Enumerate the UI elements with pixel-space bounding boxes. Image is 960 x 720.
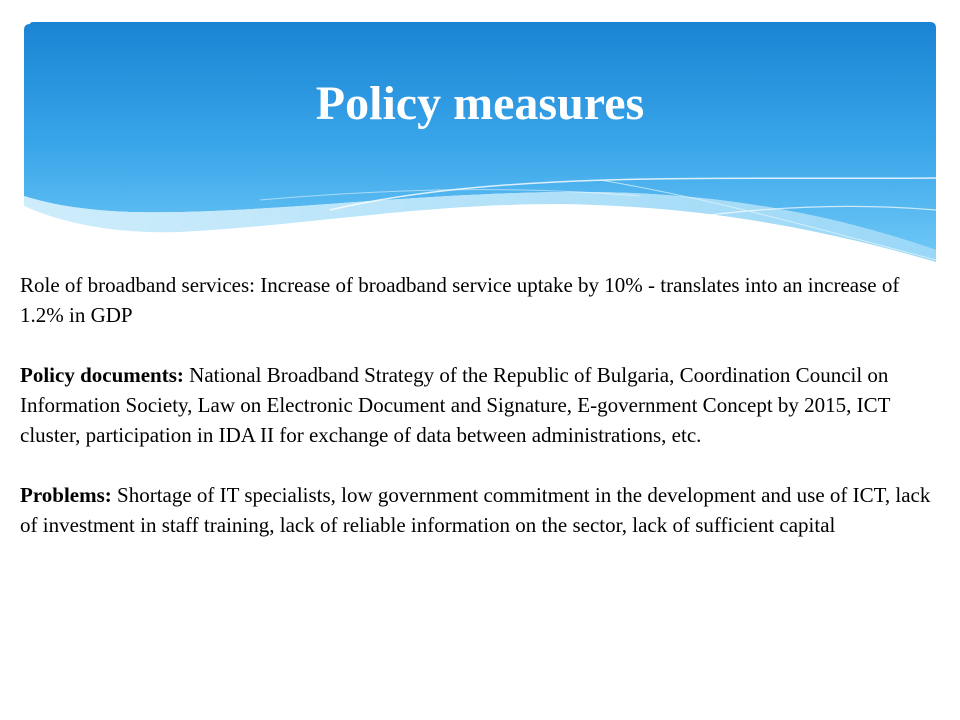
paragraph-broadband-role	[20, 270, 945, 330]
spacer	[20, 450, 945, 480]
header-wave-banner	[0, 0, 960, 300]
paragraph-label: Problems:	[20, 483, 112, 507]
slide-body	[20, 270, 945, 540]
paragraph-problems	[20, 480, 945, 540]
paragraph-label: Policy documents:	[20, 363, 184, 387]
spacer	[20, 330, 945, 360]
slide-title: Policy measures	[315, 77, 645, 130]
paragraph-policy-documents	[20, 360, 945, 450]
paragraph-text: Shortage of IT specialists, low government commitment in the development and use of ICT, lack of investment in staff training, lack of reliable information on the sector, lack of sufficient capital	[20, 483, 931, 537]
paragraph-text: Role of broadband services: Increase of broadband service uptake by 10% - translates into an increase of 1.2% in GDP	[20, 273, 900, 327]
paragraph-text: National Broadband Strategy of the Republic of Bulgaria, Coordination Council on Information Society, Law on Electronic Document and Signature, E-government Concept by 2015, ICT cluster, participation in IDA II for exchange of data between administrations, etc.	[20, 363, 891, 447]
